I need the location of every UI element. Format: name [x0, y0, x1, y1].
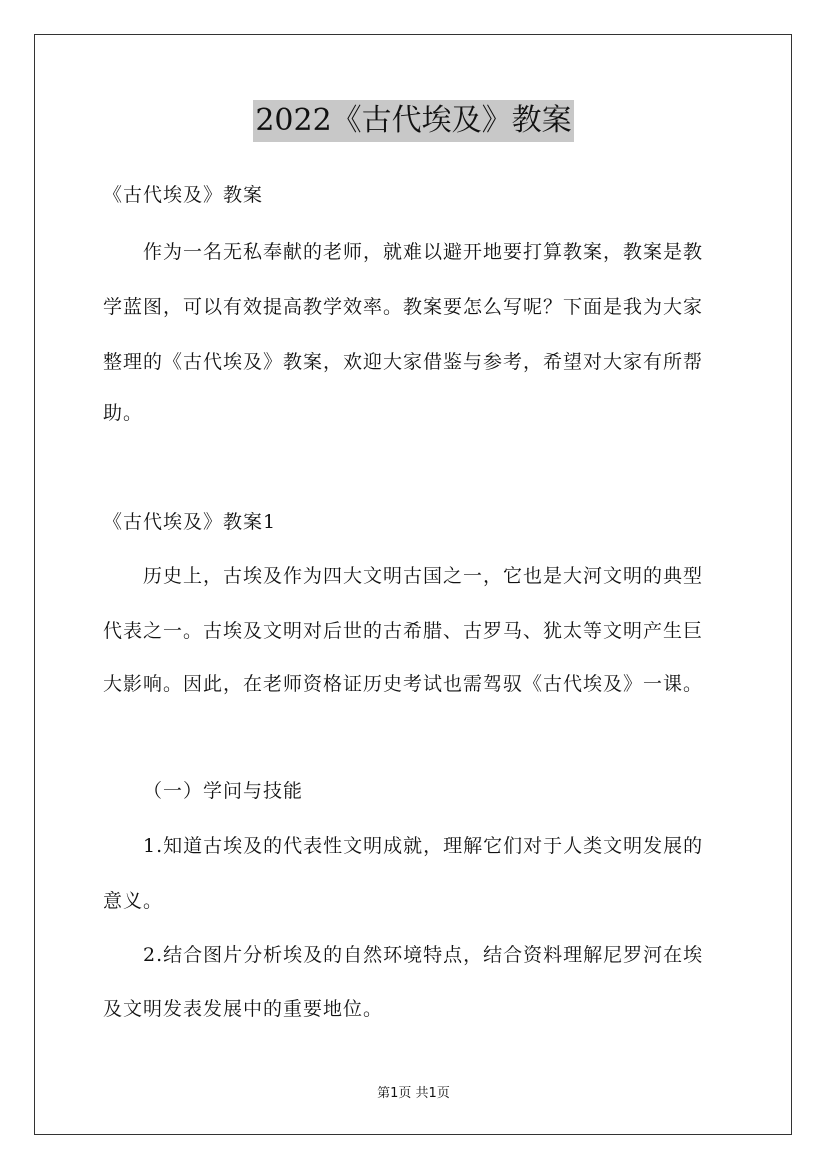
section-1-line-2: 代表之一。古埃及文明对后世的古希腊、古罗马、犹太等文明产生巨 [103, 620, 704, 642]
section-1-heading: 《古代埃及》教案1 [103, 511, 277, 533]
intro-line-2: 学蓝图，可以有效提高教学效率。教案要怎么写呢？下面是我为大家 [103, 296, 704, 318]
section-1-line-3: 大影响。因此，在老师资格证历史考试也需驾驭《古代埃及》一课。 [103, 673, 704, 695]
item-2-line-2: 及文明发表发展中的重要地位。 [103, 998, 384, 1020]
document-subtitle: 《古代埃及》教案 [103, 184, 264, 206]
item-1-line-2: 意义。 [103, 890, 164, 912]
subsection-heading: （一）学问与技能 [143, 780, 304, 802]
intro-line-1: 作为一名无私奉献的老师，就难以避开地要打算教案，教案是教 [143, 241, 704, 263]
page-footer [0, 1082, 827, 1101]
item-2-line-1: 2.结合图片分析埃及的自然环境特点，结合资料理解尼罗河在埃 [143, 944, 704, 966]
intro-line-3: 整理的《古代埃及》教案，欢迎大家借鉴与参考，希望对大家有所帮 [103, 351, 704, 373]
document-title: 2022《古代埃及》教案 [253, 100, 573, 142]
page-number-label: 第1页 共1页 [377, 1086, 450, 1101]
title-container [0, 100, 827, 142]
item-1-line-1: 1.知道古埃及的代表性文明成就，理解它们对于人类文明发展的 [143, 835, 704, 857]
section-1-line-1: 历史上，古埃及作为四大文明古国之一，它也是大河文明的典型 [143, 565, 704, 587]
intro-line-4: 助。 [103, 402, 144, 424]
